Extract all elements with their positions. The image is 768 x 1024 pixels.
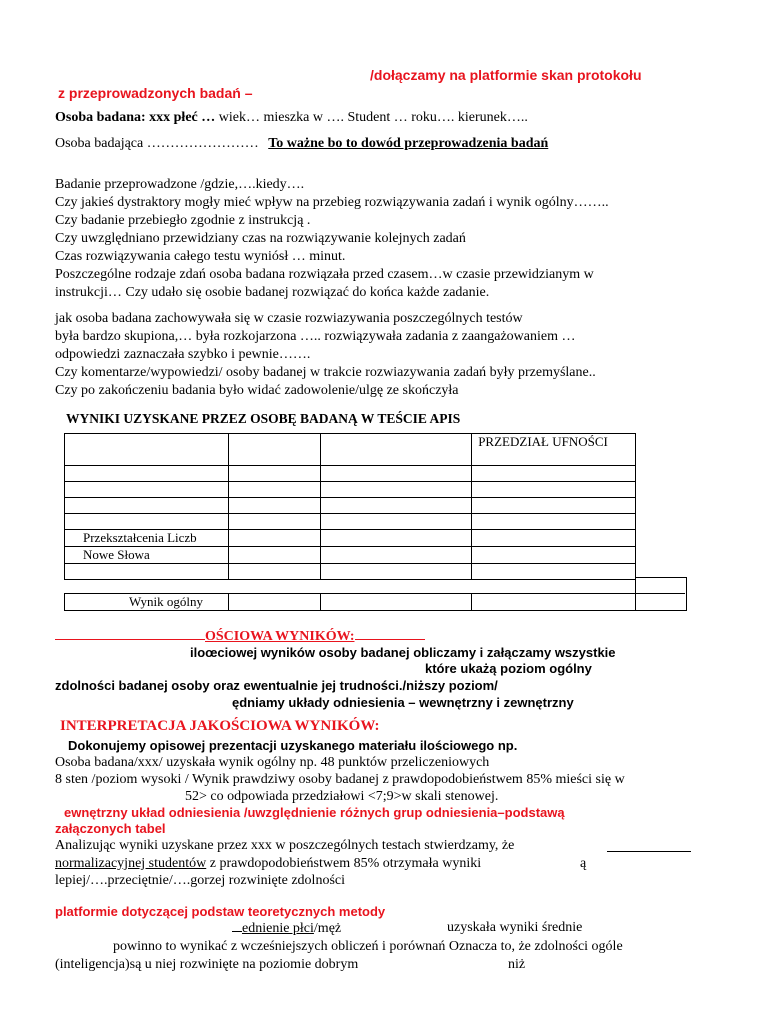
examiner-label: Osoba badająca …………………… [55,136,259,151]
procedure-line: Czy uwzględniano przewidziany czas na rozwiązywanie kolejnych zadań [55,231,466,246]
results-total-table [64,593,636,611]
subject-line [55,110,528,126]
behavior-line: jak osoba badana zachowywała się w czasie rozwiazywania poszczególnych testów [55,311,523,326]
analysis-blank [607,851,691,852]
analysis-probability: z prawdopodobieństwem 85% otrzymała wyniki [206,856,482,871]
quant-heading-underline [55,627,205,640]
theory-line-3-end: niż [508,957,526,972]
quant-line: które ukażą poziom ogólny [425,661,592,676]
quant-line: zdolności badanej osoby oraz ewentualnie jej trudności./niższy poziom/ [55,678,498,693]
analysis-line-1: Analizując wyniki uzyskane przez xxx w poszczególnych testach stwierdzamy, że [55,838,515,853]
row-label-total: Wynik ogólny [65,594,229,611]
procedure-line: Poszczególne rodzaje zdań osoba badana rozwiązała przed czasem…w czasie przewidzianym w [55,267,594,282]
qual-red-line-1: ewnętrzny układ odniesienia /uwzględnienie różnych grup odniesienia–podstawą [64,805,565,820]
procedure-paragraph [55,176,609,302]
results-table [64,433,636,580]
analysis-norm-group: normalizacyjnej studentów [55,856,207,871]
table-row [65,594,636,611]
qual-red-line-2: załączonych tabel [55,821,166,836]
table-row [65,434,636,466]
table-row [65,482,636,498]
examiner-note: To ważne bo to dowód przeprowadzenia badań [268,136,549,151]
subject-label: Osoba badana: xxx płeć … [55,110,216,125]
theory-gender [232,920,341,937]
quant-heading: OŚCIOWA WYNIKÓW: [205,629,355,644]
examiner-line [55,136,548,152]
analysis-line-2 [55,856,481,872]
confidence-interval-header: PRZEDZIAŁ UFNOŚCI [472,434,636,466]
qual-heading: INTERPRETACJA JAKOŚCIOWA WYNIKÓW: [60,718,380,734]
row-label-new-words: Nowe Słowa [65,547,229,564]
table-row [65,547,636,564]
results-title: WYNIKI UZYSKANE PRZEZ OSOBĘ BADANĄ W TEŚCIE APIS [66,411,461,426]
quant-line: ędniamy układy odniesienia – wewnętrzny i zewnętrzny [232,695,574,710]
header-line-2: z przeprowadzonych badań – [58,85,253,101]
behavior-line: odpowiedzi zaznaczała szybko i pewnie……. [55,347,311,362]
quant-heading-underline-end [355,627,425,640]
procedure-line: instrukcji… Czy udało się osobie badanej rozwiązać do końca każde zadanie. [55,285,490,300]
behavior-paragraph [55,310,596,400]
quant-line: iloœciowej wyników osoby badanej obliczamy i załączamy wszystkie [190,645,616,660]
table-row [65,466,636,482]
procedure-line: Badanie przeprowadzone /gdzie,….kiedy…. [55,177,305,192]
theory-line-3: (inteligencja)są u niej rozwinięte na poziomie dobrym [55,957,359,972]
qual-line: 8 sten /poziom wysoki / Wynik prawdziwy osoby badanej z prawdopodobieństwem 85% mieści się w [55,772,625,787]
row-label-transformations: Przekształcenia Liczb [65,530,229,547]
table-row [65,498,636,514]
table-extra-divider [635,593,685,594]
procedure-line: Czas rozwiązywania całego testu wyniósł … minut. [55,249,346,264]
analysis-line-3: lepiej/….przeciętnie/….gorzej rozwinięte zdolności [55,873,345,888]
theory-average: uzyskała wyniki średnie [447,920,583,935]
table-extra-cell [635,577,687,611]
procedure-line: Czy jakieś dystraktory mogły mieć wpływ na przebieg rozwiązywania zadań i wynik ogólny…….. [55,195,609,210]
theory-gender-rest: /męż [313,921,342,936]
analysis-line-2-end: ą [580,856,587,871]
qual-intro: Dokonujemy opisowej prezentacji uzyskanego materiału ilościowego np. [68,738,518,753]
procedure-line: Czy badanie przebiegło zgodnie z instrukcją . [55,213,311,228]
qual-line: 52> co odpowiada przedziałowi <7;9>w skali stenowej. [185,789,499,804]
table-row [65,514,636,530]
header-line-1: /dołączamy na platformie skan protokołu [370,67,642,83]
behavior-line: Czy komentarze/wypowiedzi/ osoby badanej w trakcie rozwiazywania zadań były przemyślane.. [55,365,596,380]
table-row [65,530,636,547]
table-row [65,564,636,580]
quant-heading-line [55,627,425,645]
qual-paragraph [55,754,625,805]
theory-line-2: powinno to wynikać z wcześniejszych obliczeń i porównań Oznacza to, że zdolności ogóle [113,939,623,954]
theory-heading: platformie dotyczącej podstaw teoretycznych metody [55,904,386,919]
subject-details: wiek… mieszka w …. Student … roku…. kierunek….. [218,110,528,125]
qual-line: Osoba badana/xxx/ uzyskała wynik ogólny np. 48 punktów przeliczeniowych [55,755,490,770]
theory-gender-text: ednienie płci [242,921,314,936]
behavior-line: Czy po zakończeniu badania było widać zadowolenie/ulgę ze skończyła [55,383,459,398]
behavior-line: była bardzo skupiona,… była rozkojarzona ….. rozwiązywała zadania z zaangażowaniem … [55,329,576,344]
